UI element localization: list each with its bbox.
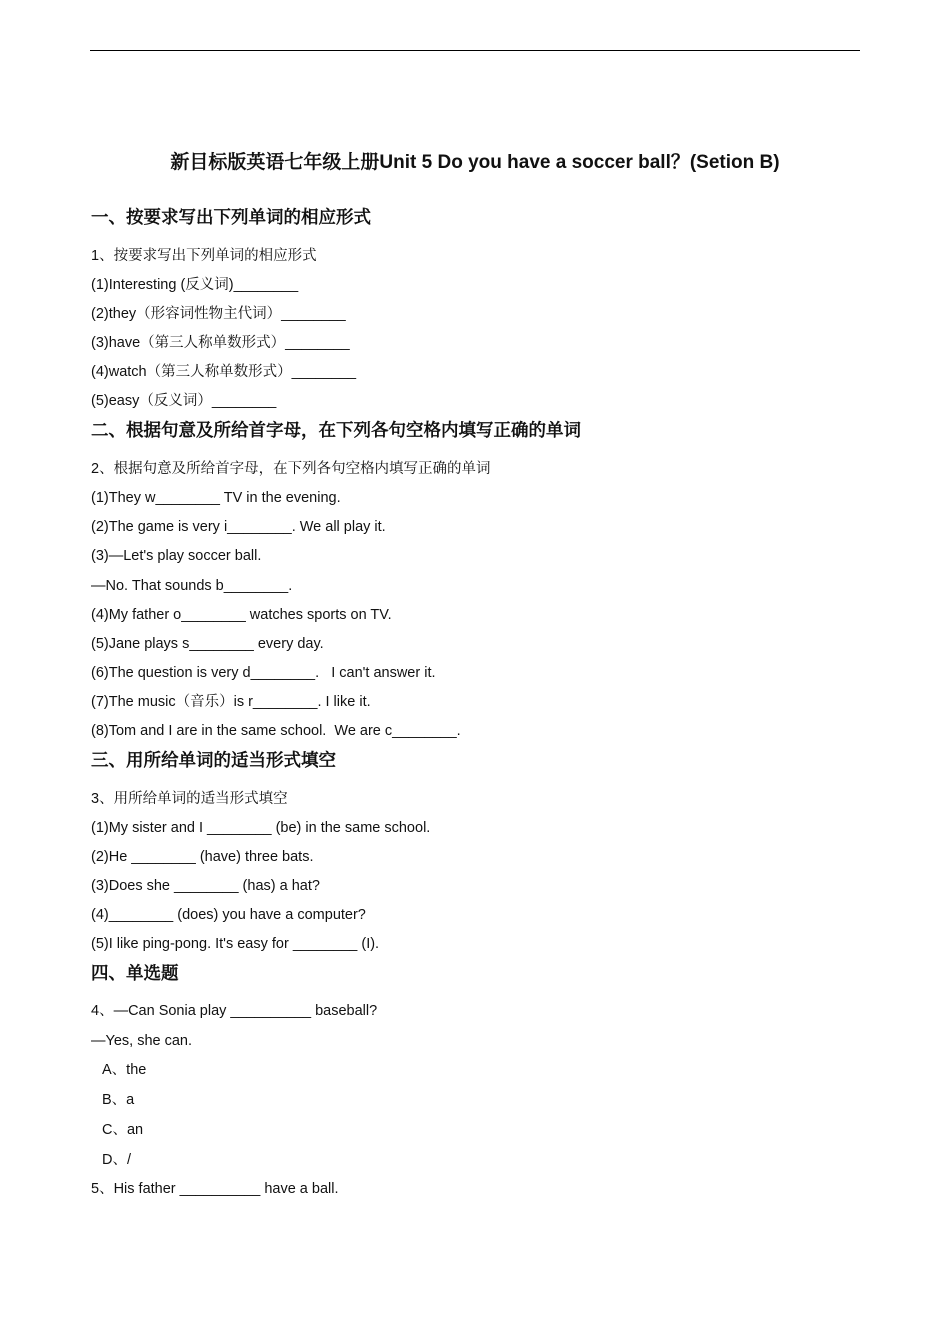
question-item: (1)My sister and I ________ (be) in the same school. [91, 820, 431, 836]
question-instruction: 3、用所给单词的适当形式填空 [91, 791, 288, 807]
question-item: (1)Interesting (反义词)________ [91, 277, 299, 293]
choice-option: A、the [102, 1062, 147, 1078]
question-item: (5)I like ping-pong. It's easy for ________ (I). [91, 936, 380, 952]
question-item: (3)have（第三人称单数形式）________ [91, 335, 350, 351]
question-item: (3)—Let's play soccer ball. [91, 548, 262, 564]
section-heading-2: 二、根据句意及所给首字母，在下列各句空格内填写正确的单词 [91, 420, 581, 440]
choice-option: D、/ [102, 1152, 131, 1168]
question-item: (1)They w________ TV in the evening. [91, 490, 341, 506]
section-heading-4: 四、单选题 [91, 963, 179, 983]
question-instruction: 1、按要求写出下列单词的相应形式 [91, 248, 317, 264]
section-heading-3: 三、用所给单词的适当形式填空 [91, 750, 336, 770]
question-item: (7)The music（音乐）is r________. I like it. [91, 694, 371, 710]
question-item: (8)Tom and I are in the same school. We are c________. [91, 723, 461, 739]
question-instruction: 2、根据句意及所给首字母，在下列各句空格内填写正确的单词 [91, 461, 491, 477]
question-item: (2)He ________ (have) three bats. [91, 849, 314, 865]
question-item: —No. That sounds b________. [91, 578, 293, 594]
question-item: (5)easy（反义词）________ [91, 393, 277, 409]
question-item: (2)The game is very i________. We all play it. [91, 519, 386, 535]
question-item: —Yes, she can. [91, 1033, 193, 1049]
section-heading-1: 一、按要求写出下列单词的相应形式 [91, 207, 371, 227]
choice-option: B、a [102, 1092, 135, 1108]
question-item: (4)________ (does) you have a computer? [91, 907, 366, 923]
choice-option: C、an [102, 1122, 144, 1138]
page-title: 新目标版英语七年级上册Unit 5 Do you have a soccer ball？(Setion B) [170, 152, 780, 173]
question-item: (4)watch（第三人称单数形式）________ [91, 364, 357, 380]
question-item: (4)My father o________ watches sports on TV. [91, 607, 392, 623]
question-item: (2)they（形容词性物主代词）________ [91, 306, 346, 322]
question-item: (5)Jane plays s________ every day. [91, 636, 324, 652]
header-rule [90, 50, 860, 51]
question-item: (6)The question is very d________. I can't answer it. [91, 665, 436, 681]
question-item: (3)Does she ________ (has) a hat? [91, 878, 320, 894]
question-stem: 4、—Can Sonia play __________ baseball? [91, 1003, 378, 1019]
question-stem: 5、His father __________ have a ball. [91, 1181, 339, 1197]
